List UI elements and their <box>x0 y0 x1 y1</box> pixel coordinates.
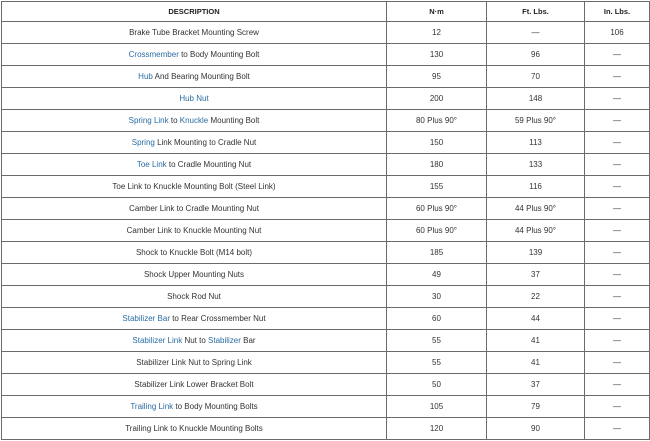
header-in-lbs: In. Lbs. <box>585 2 650 22</box>
cell-in-lbs: — <box>585 352 650 374</box>
cell-nm: 60 Plus 90° <box>387 220 487 242</box>
cell-description <box>2 66 387 88</box>
description-text: Shock Rod Nut <box>167 292 221 301</box>
description-text: Trailing Link to Knuckle Mounting Bolts <box>125 424 263 433</box>
cell-description <box>2 352 387 374</box>
cell-in-lbs: — <box>585 330 650 352</box>
cell-description <box>2 88 387 110</box>
cell-in-lbs: 106 <box>585 22 650 44</box>
cell-ft-lbs: 22 <box>487 286 585 308</box>
cell-nm: 80 Plus 90° <box>387 110 487 132</box>
description-text: Link Mounting to Cradle Nut <box>154 138 257 147</box>
cell-nm: 49 <box>387 264 487 286</box>
description-text: Stabilizer Link Nut to Spring Link <box>136 358 252 367</box>
description-text: to Rear Crossmember Nut <box>169 314 266 323</box>
table-row <box>2 308 650 330</box>
table-row <box>2 418 650 440</box>
cell-nm: 60 Plus 90° <box>387 198 487 220</box>
cell-ft-lbs: 59 Plus 90° <box>487 110 585 132</box>
description-link[interactable]: Hub Nut <box>179 94 209 103</box>
cell-ft-lbs: 139 <box>487 242 585 264</box>
cell-nm: 30 <box>387 286 487 308</box>
table-row <box>2 264 650 286</box>
table-row <box>2 198 650 220</box>
cell-in-lbs: — <box>585 264 650 286</box>
cell-description <box>2 418 387 440</box>
description-text: Stabilizer Link Lower Bracket Bolt <box>134 380 254 389</box>
header-description: DESCRIPTION <box>2 2 387 22</box>
cell-nm: 12 <box>387 22 487 44</box>
cell-description <box>2 154 387 176</box>
cell-description <box>2 132 387 154</box>
cell-description <box>2 264 387 286</box>
cell-description <box>2 396 387 418</box>
cell-description <box>2 242 387 264</box>
table-header <box>2 2 650 22</box>
table-row <box>2 22 650 44</box>
cell-ft-lbs: 41 <box>487 352 585 374</box>
description-link[interactable]: Stabilizer <box>208 336 241 345</box>
cell-nm: 155 <box>387 176 487 198</box>
description-text: to <box>168 116 180 125</box>
cell-nm: 130 <box>387 44 487 66</box>
table-row <box>2 110 650 132</box>
cell-in-lbs: — <box>585 44 650 66</box>
cell-description <box>2 110 387 132</box>
table-row <box>2 242 650 264</box>
cell-in-lbs: — <box>585 198 650 220</box>
cell-description <box>2 22 387 44</box>
description-text: to Cradle Mounting Nut <box>166 160 252 169</box>
cell-ft-lbs: 37 <box>487 264 585 286</box>
table-row <box>2 352 650 374</box>
description-link[interactable]: Stabilizer Link <box>132 336 183 345</box>
cell-ft-lbs: 116 <box>487 176 585 198</box>
table-row <box>2 154 650 176</box>
table-row <box>2 396 650 418</box>
cell-ft-lbs: 44 Plus 90° <box>487 220 585 242</box>
cell-ft-lbs: — <box>487 22 585 44</box>
table-body <box>2 22 650 440</box>
cell-description <box>2 308 387 330</box>
cell-nm: 200 <box>387 88 487 110</box>
description-link[interactable]: Spring <box>131 138 155 147</box>
description-text: to Body Mounting Bolts <box>173 402 258 411</box>
cell-description <box>2 220 387 242</box>
cell-ft-lbs: 113 <box>487 132 585 154</box>
cell-in-lbs: — <box>585 286 650 308</box>
table-row <box>2 374 650 396</box>
cell-in-lbs: — <box>585 176 650 198</box>
cell-nm: 180 <box>387 154 487 176</box>
cell-in-lbs: — <box>585 220 650 242</box>
description-text: Mounting Bolt <box>208 116 260 125</box>
cell-nm: 55 <box>387 352 487 374</box>
description-link[interactable]: Toe Link <box>136 160 167 169</box>
table-row <box>2 330 650 352</box>
table-row <box>2 286 650 308</box>
description-link[interactable]: Knuckle <box>179 116 209 125</box>
cell-ft-lbs: 44 Plus 90° <box>487 198 585 220</box>
cell-in-lbs: — <box>585 132 650 154</box>
cell-nm: 50 <box>387 374 487 396</box>
cell-description <box>2 374 387 396</box>
description-text: Shock to Knuckle Bolt (M14 bolt) <box>135 248 253 257</box>
description-text: Toe Link to Knuckle Mounting Bolt (Steel Link) <box>112 182 276 191</box>
header-ft-lbs: Ft. Lbs. <box>487 2 585 22</box>
cell-description <box>2 176 387 198</box>
cell-in-lbs: — <box>585 66 650 88</box>
description-link[interactable]: Crossmember <box>128 50 179 59</box>
description-link[interactable]: Stabilizer Bar <box>122 314 170 323</box>
torque-spec-table <box>1 1 650 440</box>
cell-ft-lbs: 70 <box>487 66 585 88</box>
table-row <box>2 176 650 198</box>
cell-nm: 55 <box>387 330 487 352</box>
header-nm: N·m <box>387 2 487 22</box>
description-text: Shock Upper Mounting Nuts <box>143 270 245 279</box>
cell-ft-lbs: 79 <box>487 396 585 418</box>
cell-nm: 120 <box>387 418 487 440</box>
description-link[interactable]: Hub <box>138 72 153 81</box>
cell-in-lbs: — <box>585 154 650 176</box>
cell-in-lbs: — <box>585 88 650 110</box>
cell-nm: 185 <box>387 242 487 264</box>
description-text: Brake Tube Bracket Mounting Screw <box>129 28 259 37</box>
description-text: to Body Mounting Bolt <box>178 50 260 59</box>
cell-in-lbs: — <box>585 308 650 330</box>
cell-description <box>2 286 387 308</box>
description-text: Bar <box>240 336 256 345</box>
table-row <box>2 88 650 110</box>
cell-in-lbs: — <box>585 418 650 440</box>
description-link[interactable]: Spring Link <box>128 116 169 125</box>
cell-ft-lbs: 133 <box>487 154 585 176</box>
cell-description <box>2 44 387 66</box>
cell-nm: 60 <box>387 308 487 330</box>
cell-description <box>2 198 387 220</box>
description-text: Camber Link to Cradle Mounting Nut <box>129 204 259 213</box>
description-text: Nut to <box>182 336 209 345</box>
cell-ft-lbs: 148 <box>487 88 585 110</box>
cell-nm: 150 <box>387 132 487 154</box>
cell-ft-lbs: 44 <box>487 308 585 330</box>
table-row <box>2 132 650 154</box>
cell-in-lbs: — <box>585 242 650 264</box>
cell-ft-lbs: 41 <box>487 330 585 352</box>
cell-ft-lbs: 37 <box>487 374 585 396</box>
cell-in-lbs: — <box>585 396 650 418</box>
table-row <box>2 44 650 66</box>
description-link[interactable]: Trailing Link <box>130 402 174 411</box>
cell-nm: 95 <box>387 66 487 88</box>
cell-ft-lbs: 96 <box>487 44 585 66</box>
cell-ft-lbs: 90 <box>487 418 585 440</box>
cell-in-lbs: — <box>585 110 650 132</box>
description-text: Camber Link to Knuckle Mounting Nut <box>126 226 262 235</box>
description-text: And Bearing Mounting Bolt <box>152 72 250 81</box>
table-row <box>2 220 650 242</box>
cell-description <box>2 330 387 352</box>
table-row <box>2 66 650 88</box>
cell-in-lbs: — <box>585 374 650 396</box>
cell-nm: 105 <box>387 396 487 418</box>
header-row <box>2 2 650 22</box>
